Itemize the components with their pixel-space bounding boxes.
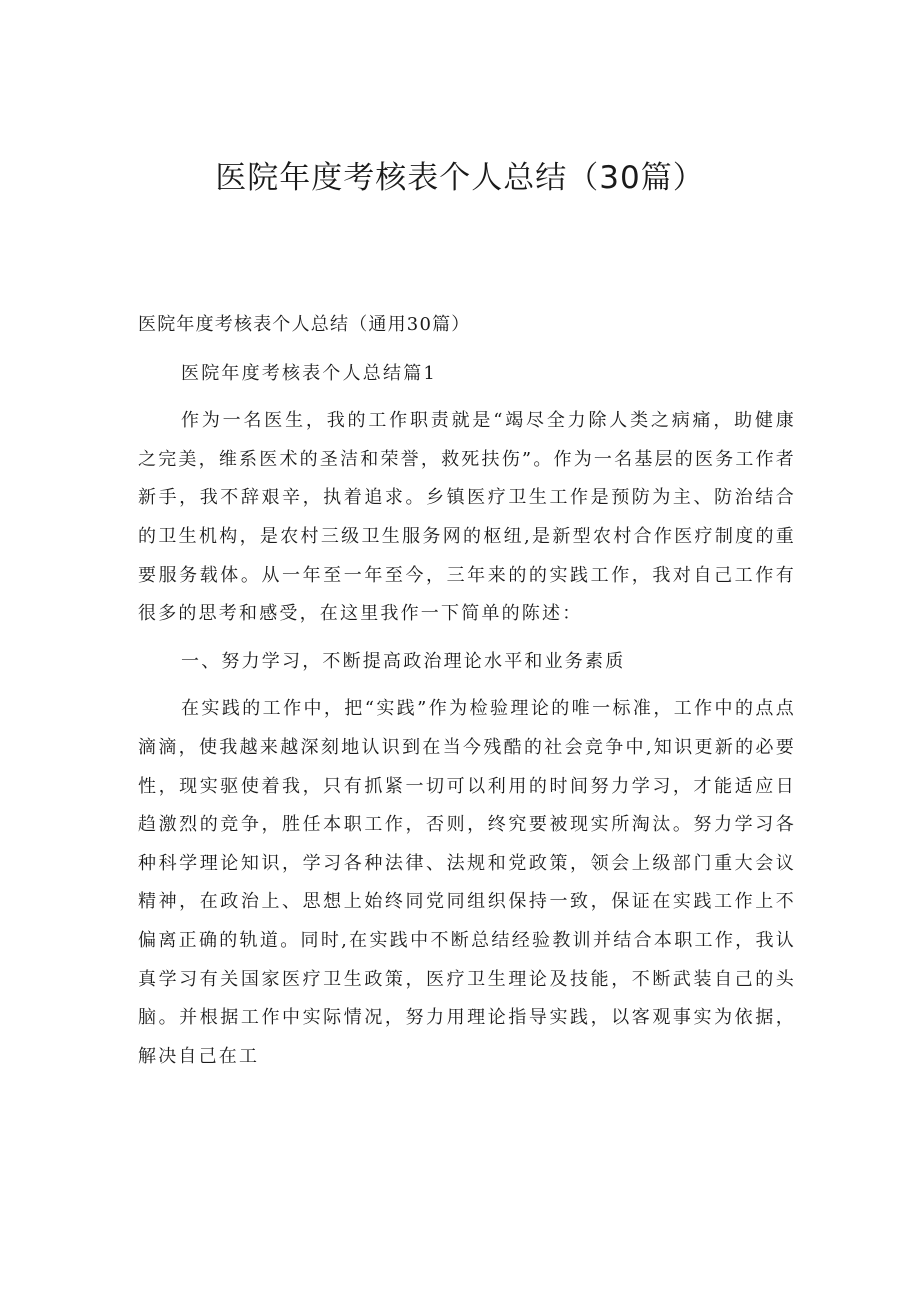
section-heading: 医院年度考核表个人总结篇1 [181, 362, 438, 384]
document-title: 医院年度考核表个人总结（30篇） [215, 160, 705, 196]
paragraph-1: 作为一名医生，我的工作职责就是“竭尽全力除人类之病痛，助健康之完美，维系医术的圣洁和荣誉，救死扶伤”。作为一名基层的医务工作者新手，我不辞艰辛，执着追求。乡镇医疗卫生工作是预防为主、防治结合的卫生机构，是农村三级卫生服务网的枢纽,是新型农村合作医疗制度的重要服务载体。从一年至一年至今，三年来的的实践工作，我对自己工作有很多的思考和感受，在这里我作一下简单的陈述： [138, 410, 796, 625]
document-subtitle: 医院年度考核表个人总结（通用30篇） [138, 314, 471, 335]
paragraph-heading-1: 一、努力学习，不断提高政治理论水平和业务素质 [181, 650, 626, 672]
paragraph-2: 在实践的工作中，把“实践”作为检验理论的唯一标准，工作中的点点滴滴，使我越来越深刻地认识到在当今残酷的社会竞争中,知识更新的必要性，现实驱使着我，只有抓紧一切可以利用的时间努力学习，才能适应日趋激烈的竞争，胜任本职工作，否则，终究要被现实所淘汰。努力学习各种科学理论知识，学习各种法律、法规和党政策，领会上级部门重大会议精神，在政治上、思想上始终同党同组织保持一致，保证在实践工作上不偏离正确的轨道。同时,在实践中不断总结经验教训并结合本职工作，我认真学习有关国家医疗卫生政策，医疗卫生理论及技能，不断武装自己的头脑。并根据工作中实际情况，努力用理论指导实践，以客观事实为依据，解决自己在工 [138, 698, 796, 1067]
document-body [138, 306, 796, 1076]
